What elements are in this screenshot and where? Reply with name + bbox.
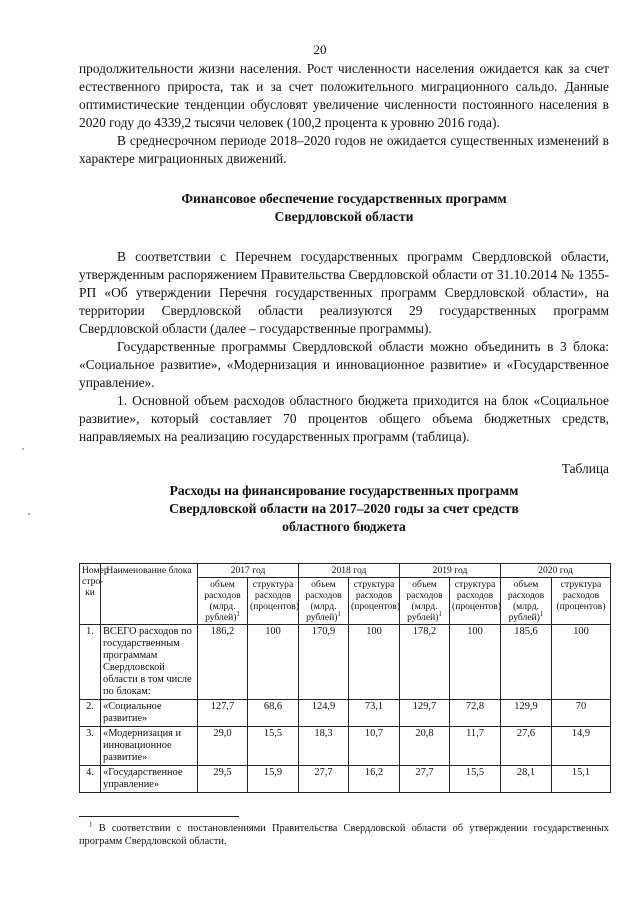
volume-2020: 129,9 [501, 700, 552, 727]
structure-2017: 100 [248, 625, 299, 700]
block-name: «Социальное развитие» [101, 700, 198, 727]
paragraph-programs-list: В соответствии с Перечнем государственных программ Свердловской области, утвержденным распоряжением Правительства Свердловской области от 31.10.2014 № 1355-РП «Об утверждении Перечня государственных программ Свердловской области», на территории Свердловской области реализуются 29 государственных программ Свердловской области (далее – государственные программы). [79, 249, 609, 336]
header-row-number: Номер стро-ки [80, 564, 101, 625]
structure-2020: 15,1 [552, 766, 611, 793]
paragraph-blocks: Государственные программы Свердловской области можно объединить в 3 блока: «Социальное развитие», «Модернизация и инновационное развитие» и «Государственное управление». [79, 339, 609, 390]
header-volume: объем расходов (млрд. рублей)$^1$ [400, 578, 450, 625]
volume-2017: 29,0 [198, 727, 248, 766]
expenses-table [79, 563, 611, 793]
volume-2019: 20,8 [400, 727, 450, 766]
volume-2020: 27,6 [501, 727, 552, 766]
volume-2017: 127,7 [198, 700, 248, 727]
table-title-line1: Расходы на финансирование государственных программ [169, 483, 519, 498]
row-number: 1. [80, 625, 101, 700]
table-row [80, 700, 611, 727]
volume-2018: 27,7 [299, 766, 349, 793]
section-heading-line1: Финансовое обеспечение государственных программ [181, 191, 507, 206]
structure-2017: 15,9 [248, 766, 299, 793]
footnote [79, 822, 609, 848]
footnote-mark: 1 [89, 820, 93, 829]
table-row [80, 766, 611, 793]
block-name: «Модернизация и инновационное развитие» [101, 727, 198, 766]
volume-2017: 186,2 [198, 625, 248, 700]
volume-2020: 28,1 [501, 766, 552, 793]
structure-2017: 68,6 [248, 700, 299, 727]
footnote-text: В соответствии с постановлениями Правительства Свердловской области об утверждении государственных программ Свердловской области. [79, 823, 610, 847]
header-volume: объем расходов (млрд. рублей)$^1$ [501, 578, 552, 625]
structure-2018: 10,7 [349, 727, 400, 766]
structure-2017: 15,5 [248, 727, 299, 766]
header-year-2020: 2020 год [501, 564, 611, 578]
row-number: 4. [80, 766, 101, 793]
section-heading-line2: Свердловской области [274, 209, 414, 224]
table-row [80, 625, 611, 700]
header-year-2019: 2019 год [400, 564, 501, 578]
structure-2018: 100 [349, 625, 400, 700]
volume-2020: 185,6 [501, 625, 552, 700]
volume-2019: 178,2 [400, 625, 450, 700]
structure-2018: 16,2 [349, 766, 400, 793]
footnote-divider [79, 816, 239, 817]
header-block-name: Наименование блока [101, 564, 198, 625]
paragraph-population: продолжительности жизни населения. Рост численности населения ожидается как за счет естественного прироста, так и за счет положительного миграционного сальдо. Данные оптимистические тенденции обусловят увеличение численности постоянного населения в 2020 году до 4339,2 тысячи человек (100,2 процента к уровню 2016 года). [79, 61, 609, 130]
scan-speck [28, 513, 30, 515]
paragraph-social-block: 1. Основной объем расходов областного бюджета приходится на блок «Социальное развитие», который составляет 70 процентов общего объема бюджетных средств, направляемых на реализацию государственных программ (таблица). [79, 393, 609, 444]
block-name: ВСЕГО расходов по государственным программам Свердловской области в том числе по блокам: [101, 625, 198, 700]
structure-2019: 11,7 [450, 727, 501, 766]
header-structure: структура расходов (процентов) [450, 578, 501, 625]
header-structure: структура расходов (процентов) [552, 578, 611, 625]
row-number: 3. [80, 727, 101, 766]
table-row [80, 727, 611, 766]
structure-2019: 100 [450, 625, 501, 700]
header-year-2018: 2018 год [299, 564, 400, 578]
volume-2018: 18,3 [299, 727, 349, 766]
structure-2020: 14,9 [552, 727, 611, 766]
structure-2019: 15,5 [450, 766, 501, 793]
paragraph-migration: В среднесрочном периоде 2018–2020 годов не ожидается существенных изменений в характере миграционных движений. [79, 133, 609, 166]
table-title-line3: областного бюджета [282, 519, 406, 534]
header-volume: объем расходов (млрд. рублей)$^1$ [299, 578, 349, 625]
block-name: «Государственное управление» [101, 766, 198, 793]
volume-2018: 170,9 [299, 625, 349, 700]
table-tag: Таблица [561, 461, 609, 476]
scan-speck [22, 448, 24, 450]
volume-2018: 124,9 [299, 700, 349, 727]
structure-2018: 73,1 [349, 700, 400, 727]
document-body [79, 60, 609, 536]
header-structure: структура расходов (процентов) [349, 578, 400, 625]
structure-2020: 70 [552, 700, 611, 727]
header-structure: структура расходов (процентов) [248, 578, 299, 625]
row-number: 2. [80, 700, 101, 727]
table-title-line2: Свердловской области на 2017–2020 годы за счет средств [169, 501, 519, 516]
header-year-2017: 2017 год [198, 564, 299, 578]
volume-2019: 129,7 [400, 700, 450, 727]
page-number: 20 [313, 42, 327, 57]
structure-2019: 72,8 [450, 700, 501, 727]
header-volume: объем расходов (млрд. рублей)$^1$ [198, 578, 248, 625]
volume-2017: 29,5 [198, 766, 248, 793]
structure-2020: 100 [552, 625, 611, 700]
volume-2019: 27,7 [400, 766, 450, 793]
